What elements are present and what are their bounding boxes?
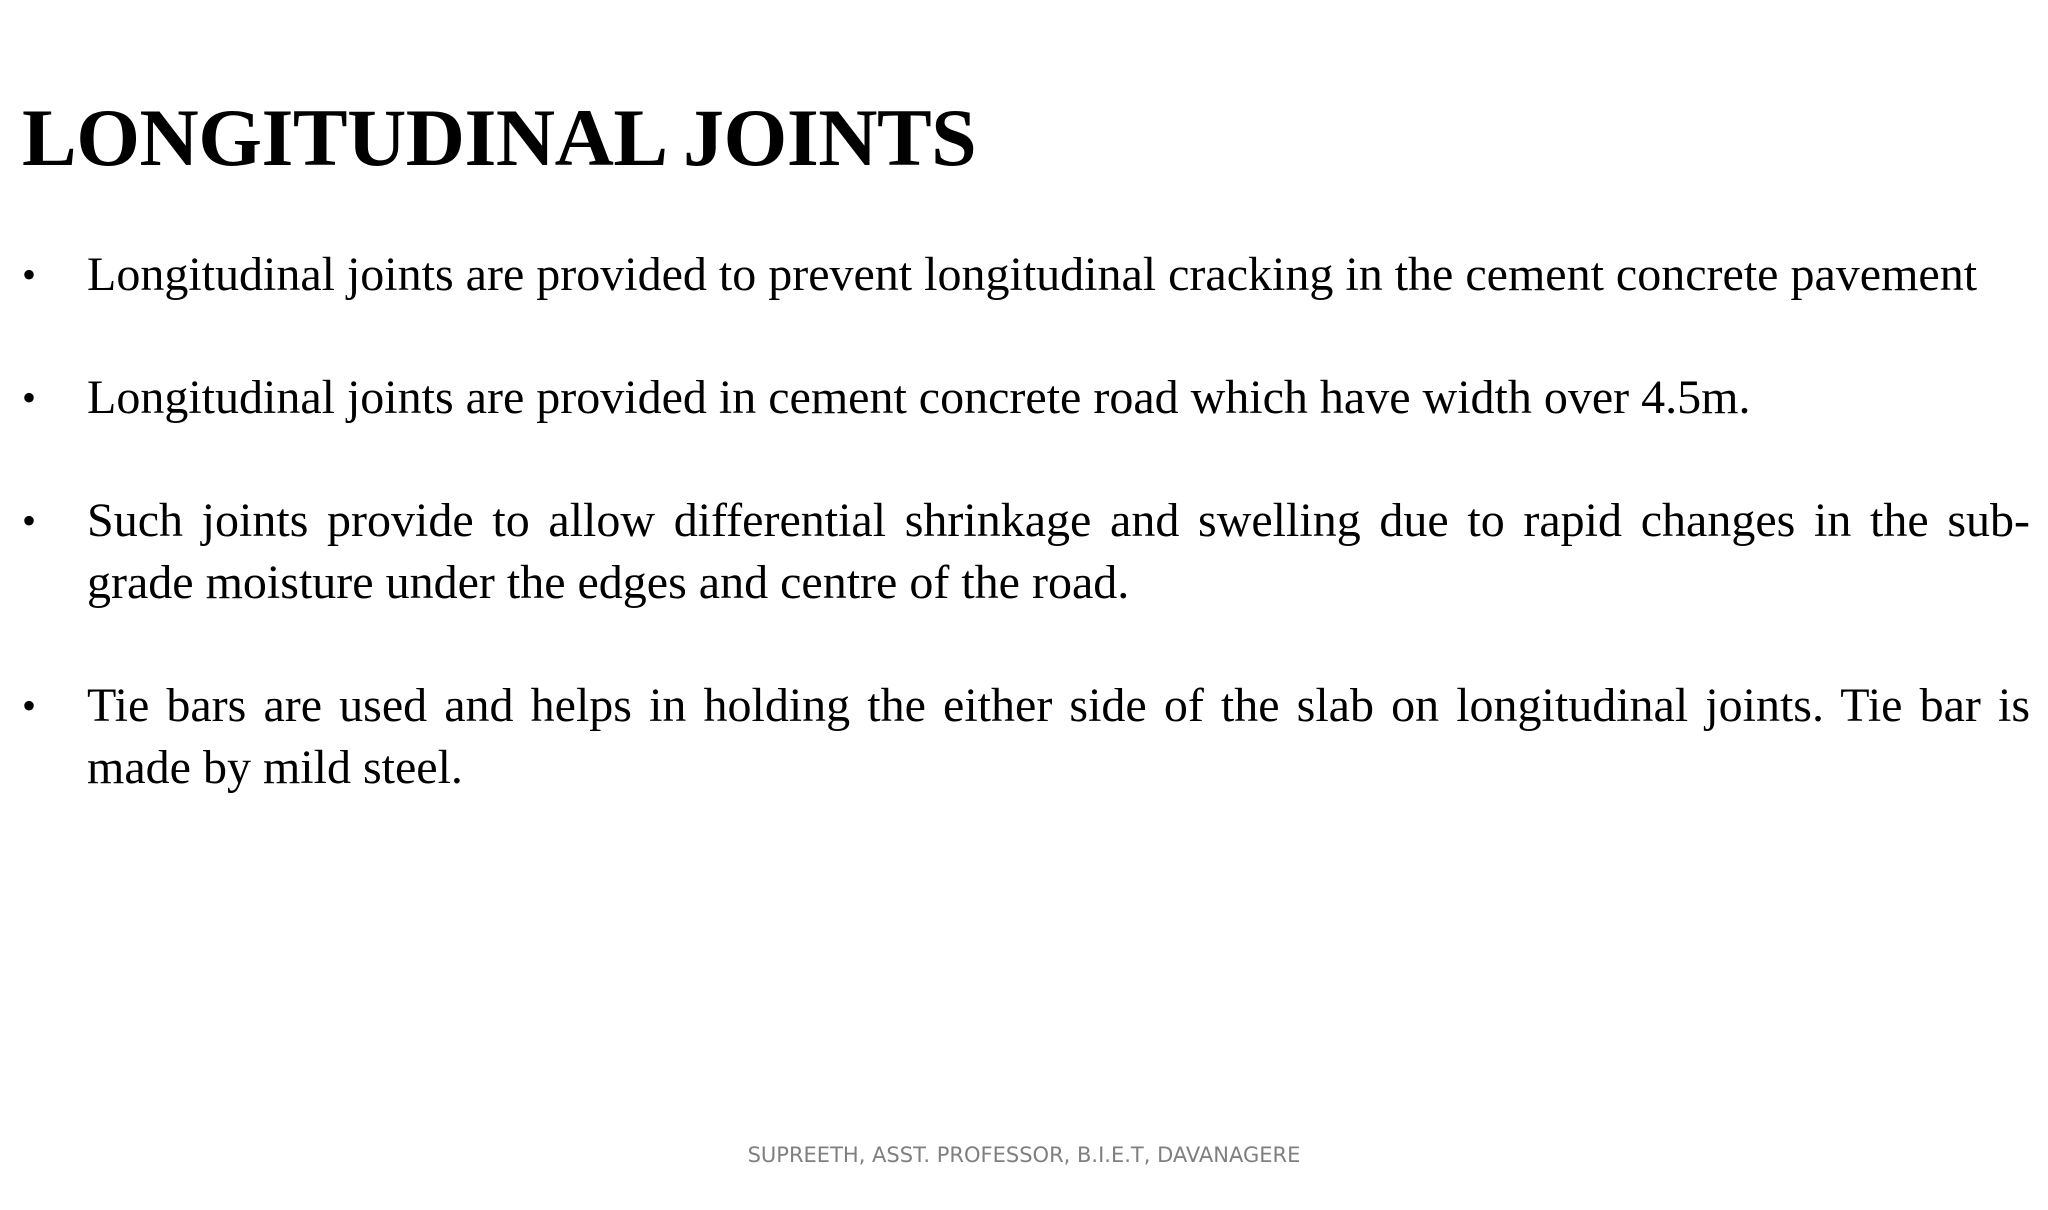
bullet-text: Longitudinal joints are provided in cement concrete road which have width over 4.5m.: [87, 371, 1751, 424]
bullet-item: [22, 244, 2030, 306]
bullet-item: [22, 675, 2030, 799]
bullet-text: Such joints provide to allow differential shrinkage and swelling due to rapid changes in the sub-grade moisture under the edges and centre of the road.: [87, 494, 2030, 609]
bullet-dot-icon: •: [22, 375, 37, 420]
slide-title: LONGITUDINAL JOINTS: [22, 92, 977, 183]
bullet-text: Tie bars are used and helps in holding the either side of the slab on longitudinal joints. Tie bar is made by mild steel.: [87, 679, 2030, 794]
bullet-dot-icon: •: [22, 252, 37, 297]
bullet-dot-icon: •: [22, 683, 37, 728]
bullet-item: [22, 367, 2030, 429]
bullet-dot-icon: •: [22, 498, 37, 543]
bullet-text: Longitudinal joints are provided to prevent longitudinal cracking in the cement concrete pavement: [87, 248, 1978, 301]
bullet-list: [22, 244, 2030, 799]
bullet-item: [22, 490, 2030, 614]
slide-footer: SUPREETH, ASST. PROFESSOR, B.I.E.T, DAVANAGERE: [747, 1143, 1301, 1167]
